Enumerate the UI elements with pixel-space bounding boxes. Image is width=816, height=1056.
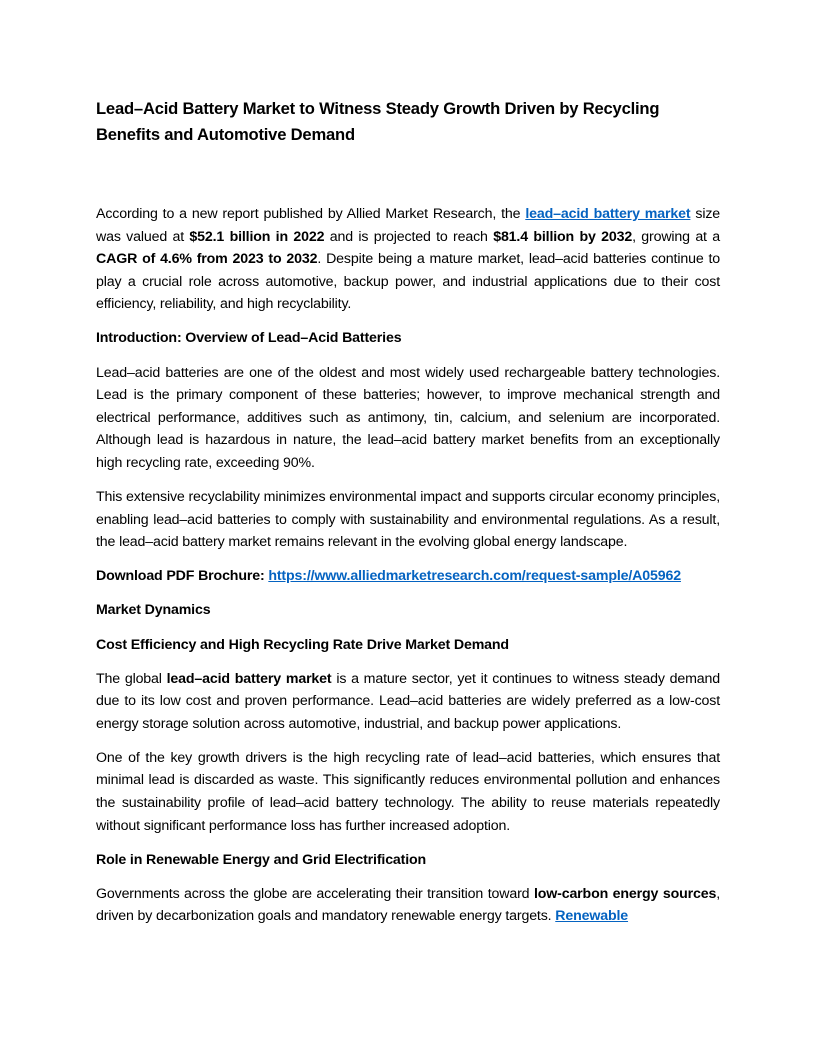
text-run: , growing at a <box>632 228 720 245</box>
recyclability-paragraph: This extensive recyclability minimizes environmental impact and supports circular economy principles, enabling lead–acid batteries to comply with sustainability and environmental regulations. As a result, the lead–acid battery market remains relevant in the evolving global energy landscape. <box>96 489 720 551</box>
cost-paragraph <box>96 668 720 736</box>
renewable-paragraph <box>96 883 720 928</box>
text-run: According to a new report published by Allied Market Research, the <box>96 206 526 222</box>
download-label: Download PDF Brochure: <box>96 568 269 585</box>
text-run: Governments across the globe are accelerating their transition toward <box>96 885 534 902</box>
overview-paragraph: Lead–acid batteries are one of the oldest and most widely used rechargeable battery technologies. Lead is the primary component of these batteries; however, to improve mechanical strength and electrical performance, additives such as antimony, tin, calcium, and selenium are incorporated. Although lead is hazardous in nature, the lead–acid battery market benefits from an exceptionally high recycling rate, exceeding 90%. <box>96 364 720 471</box>
text-run: and is projected to reach <box>324 228 494 245</box>
intro-paragraph <box>96 203 720 316</box>
heading-market-dynamics: Market Dynamics <box>96 602 211 619</box>
text-run: The global <box>96 670 167 687</box>
market-link[interactable]: lead–acid battery market <box>525 206 691 222</box>
document-page <box>96 96 720 940</box>
download-brochure-line <box>96 565 720 588</box>
text-run: is a mature sector, yet it continues to witness steady demand due to its low cost and proven performance. Lead–acid batteries are widely preferred as a low-cost energy storage solution across automotive, industrial, and backup power applications. <box>96 670 721 732</box>
market-value-2022: $52.1 billion in 2022 <box>189 228 325 245</box>
heading-renewable-energy: Role in Renewable Energy and Grid Electrification <box>96 851 427 868</box>
market-value-2032: $81.4 billion by 2032 <box>493 228 633 245</box>
brochure-link[interactable]: https://www.alliedmarketresearch.com/request-sample/A05962 <box>268 568 681 585</box>
text-run: size was valued at <box>96 206 720 245</box>
text-run: , driven by decarbonization goals and mandatory renewable energy targets. <box>96 885 720 925</box>
document-title: Lead–Acid Battery Market to Witness Steady Growth Driven by Recycling Benefits and Automotive Demand <box>96 99 660 144</box>
bold-term: low-carbon energy sources <box>533 885 717 902</box>
bold-term: lead–acid battery market <box>166 670 332 687</box>
heading-cost-efficiency: Cost Efficiency and High Recycling Rate Drive Market Demand <box>96 636 509 653</box>
renewable-link[interactable]: Renewable <box>555 908 629 925</box>
text-run: . Despite being a mature market, lead–acid batteries continue to play a crucial role across automotive, backup power, and industrial applications due to their cost efficiency, reliability, and high recyclability. <box>96 251 720 313</box>
heading-introduction: Introduction: Overview of Lead–Acid Batteries <box>96 330 402 347</box>
cagr-value: CAGR of 4.6% from 2023 to 2032 <box>96 251 318 268</box>
growth-drivers-paragraph: One of the key growth drivers is the high recycling rate of lead–acid batteries, which ensures that minimal lead is discarded as waste. This significantly reduces environmental pollution and enhances the sustainability profile of lead–acid battery technology. The ability to reuse materials repeatedly without significant performance loss has further increased adoption. <box>96 749 720 834</box>
